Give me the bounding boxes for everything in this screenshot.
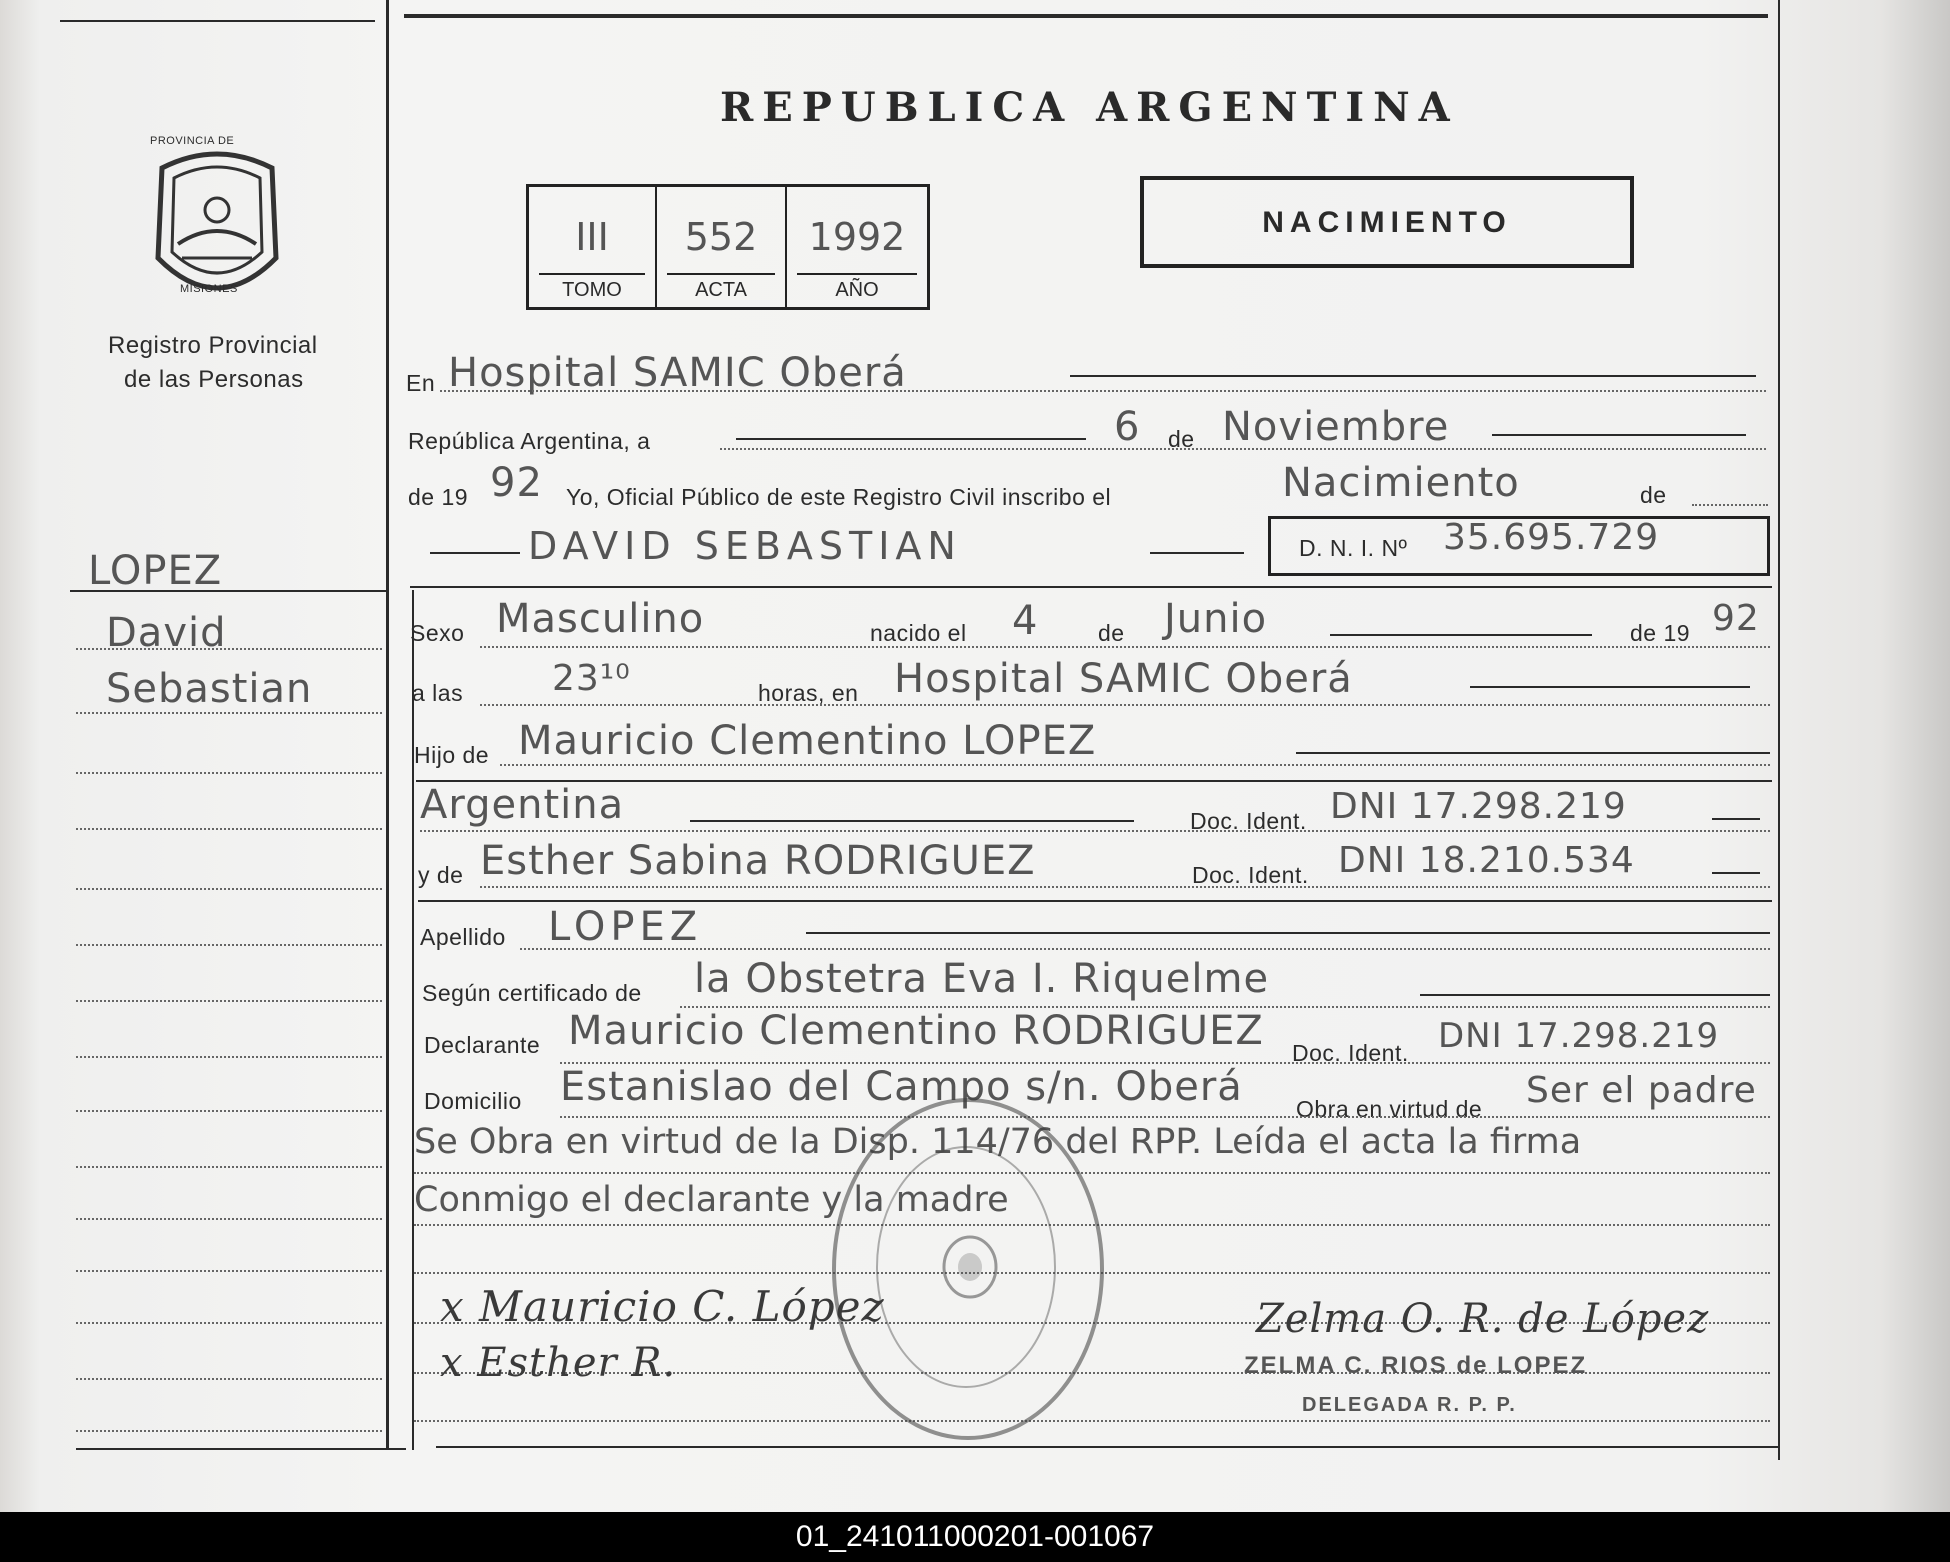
birth-month-value: Junio — [1164, 596, 1268, 642]
de-label3: de — [1098, 620, 1125, 646]
birth-day-value: 4 — [1012, 598, 1039, 644]
father-rule — [1296, 752, 1770, 754]
row-dots — [480, 646, 1770, 648]
acta-value: 552 — [684, 215, 758, 259]
row-dots — [1692, 504, 1768, 506]
margin-dots — [76, 772, 382, 774]
row-dots — [560, 1116, 1770, 1118]
doc-label3: Doc. Ident. — [1292, 1040, 1409, 1066]
margin-dots — [76, 828, 382, 830]
birth-place-value: Hospital SAMIC Oberá — [894, 656, 1353, 702]
signature-mother: x Esther R. — [440, 1340, 677, 1386]
obra-value: Ser el padre — [1526, 1070, 1757, 1111]
republica-label: República Argentina, a — [408, 428, 651, 454]
declarante-value: Mauricio Clementino RODRIGUEZ — [568, 1008, 1264, 1054]
margin-dots — [76, 1110, 382, 1112]
bottom-rule — [436, 1446, 1780, 1448]
sexo-label: Sexo — [410, 620, 465, 646]
form-left-border — [412, 590, 414, 1450]
margin-name2: Sebastian — [106, 666, 313, 712]
apellido-rule — [806, 932, 1770, 934]
margin-dots — [76, 1430, 382, 1432]
horas-label: horas, en — [758, 680, 859, 706]
top-rule-right — [404, 14, 1768, 18]
segun-value: la Obstetra Eva I. Riquelme — [694, 956, 1270, 1002]
act-type-value: Nacimiento — [1282, 460, 1520, 506]
doc-label2: Doc. Ident. — [1192, 862, 1309, 888]
registry-name-line1: Registro Provincial — [108, 332, 318, 359]
margin-dots — [76, 1218, 382, 1220]
acta-cell — [657, 187, 787, 307]
apellido-value: LOPEZ — [548, 904, 703, 950]
doc-label: Doc. Ident. — [1190, 808, 1307, 834]
place-rule — [1070, 375, 1756, 377]
segun-rule — [1420, 994, 1770, 996]
official-name-stamp: ZELMA C. RIOS de LOPEZ — [1244, 1352, 1588, 1379]
tomo-label: TOMO — [562, 279, 622, 301]
section-rule — [410, 586, 1772, 588]
de-label2: de — [1640, 482, 1667, 508]
date-rule — [736, 438, 1086, 440]
sexo-value: Masculino — [496, 596, 705, 642]
note-line1: Se Obra en virtud de la Disp. 114/76 del RPP. Leída el acta la firma — [414, 1122, 1582, 1162]
seal-text-bottom: MISIONES — [180, 283, 238, 295]
signature-official: Zelma O. R. de López — [1256, 1296, 1710, 1342]
margin-dots — [76, 648, 382, 650]
row-dots — [440, 390, 1766, 392]
de19-label: de 19 — [408, 484, 469, 510]
registry-name-line2: de las Personas — [124, 366, 304, 393]
row-dots — [500, 764, 1770, 766]
margin-dots — [76, 1056, 382, 1058]
row-dots — [420, 830, 1770, 832]
margin-dots — [76, 1166, 382, 1168]
record-type-box — [1140, 176, 1634, 268]
doc-rule — [1712, 872, 1760, 874]
year-value: 92 — [490, 460, 543, 506]
column-divider — [386, 0, 389, 1450]
row-dots — [414, 1420, 1770, 1422]
yde-label: y de — [418, 862, 464, 888]
tomo-cell — [529, 187, 657, 307]
de-label: de — [1168, 426, 1195, 452]
margin-dots — [76, 1000, 382, 1002]
domicilio-label: Domicilio — [424, 1088, 522, 1114]
row-dots — [480, 886, 1770, 888]
top-rule-left — [60, 20, 375, 22]
official-title-stamp: DELEGADA R. P. P. — [1302, 1394, 1517, 1416]
stamp-emblem-icon — [938, 1232, 1002, 1302]
margin-dots — [76, 888, 382, 890]
misiones-seal-icon — [152, 148, 282, 304]
declarante-doc-value: DNI 17.298.219 — [1438, 1016, 1720, 1056]
hour-value: 23¹⁰ — [552, 658, 631, 699]
signature-declarant: x Mauricio C. López — [440, 1282, 885, 1331]
record-type-label: NACIMIENTO — [1262, 206, 1512, 239]
day-value: 6 — [1114, 404, 1141, 450]
declarante-label: Declarante — [424, 1032, 541, 1058]
name-rule-right — [1150, 552, 1244, 554]
father-doc-value: DNI 17.298.219 — [1330, 786, 1627, 827]
row-dots — [414, 1172, 1770, 1174]
margin-surname: LOPEZ — [88, 548, 223, 594]
acta-label: ACTA — [695, 279, 747, 301]
country-title: REPUBLICA ARGENTINA — [720, 84, 1459, 131]
seal-text-top: PROVINCIA DE — [150, 135, 235, 147]
birth-place-rule — [1470, 686, 1750, 688]
margin-rule — [70, 590, 386, 592]
en-label: En — [406, 370, 436, 396]
dni-box — [1268, 516, 1770, 576]
row-dots — [720, 448, 1766, 450]
row-dots — [480, 704, 1770, 706]
a-las-label: a las — [412, 680, 464, 706]
mother-doc-value: DNI 18.210.534 — [1338, 840, 1635, 881]
nat-rule — [690, 820, 1134, 822]
dni-value: 35.695.729 — [1443, 517, 1660, 558]
form-right-border — [1778, 0, 1780, 1460]
birth-year-value: 92 — [1712, 598, 1760, 639]
father-nationality-value: Argentina — [420, 782, 625, 828]
oficial-label: Yo, Oficial Público de este Registro Civil inscribo el — [566, 484, 1112, 510]
nacido-label: nacido el — [870, 620, 967, 646]
name-rule-left — [430, 552, 520, 554]
row-dots — [520, 948, 1770, 950]
domicilio-value: Estanislao del Campo s/n. Oberá — [560, 1064, 1243, 1110]
image-id-footer: 01_241011000201-001067 — [0, 1512, 1950, 1562]
tomo-value: III — [575, 215, 609, 259]
full-name-value: DAVID SEBASTIAN — [528, 524, 962, 568]
margin-name1: David — [106, 610, 227, 656]
de19-label2: de 19 — [1630, 620, 1691, 646]
hijo-label: Hijo de — [414, 742, 490, 768]
birth-month-rule — [1330, 634, 1592, 636]
margin-dots — [76, 1322, 382, 1324]
margin-dots — [76, 1270, 382, 1272]
obra-label: Obra en virtud de — [1296, 1096, 1483, 1122]
month-rule — [1492, 434, 1746, 436]
apellido-label: Apellido — [420, 924, 506, 950]
month-value: Noviembre — [1222, 404, 1450, 450]
record-number-box — [526, 184, 930, 310]
margin-dots — [76, 712, 382, 714]
anio-label: AÑO — [835, 279, 879, 301]
official-stamp — [832, 1098, 1104, 1440]
segun-label: Según certificado de — [422, 980, 642, 1006]
margin-dots — [76, 944, 382, 946]
place-value: Hospital SAMIC Oberá — [448, 350, 907, 396]
margin-bottom-rule — [76, 1448, 406, 1450]
section-rule — [418, 900, 1772, 902]
anio-value: 1992 — [808, 215, 906, 259]
note-line2: Conmigo el declarante y la madre — [414, 1180, 1009, 1220]
dni-label: D. N. I. Nº — [1299, 535, 1408, 561]
doc-rule — [1712, 818, 1760, 820]
anio-cell — [787, 187, 927, 307]
father-value: Mauricio Clementino LOPEZ — [518, 718, 1097, 764]
mother-value: Esther Sabina RODRIGUEZ — [480, 838, 1036, 884]
margin-dots — [76, 1378, 382, 1380]
